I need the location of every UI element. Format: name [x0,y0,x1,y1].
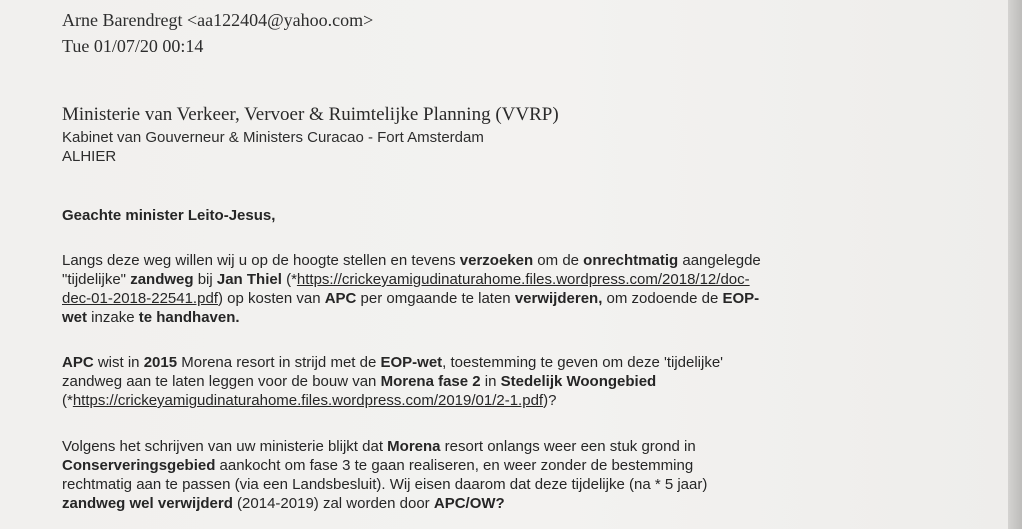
recipient-location: ALHIER [62,148,117,165]
paragraph2-line3: (*https://crickeyamigudinaturahome.files.wordpress.com/2019/01/2-1.pdf)? [62,392,557,409]
recipient-cabinet: Kabinet van Gouverneur & Ministers Curacao - Fort Amsterdam [62,129,484,146]
paragraph2-line2: zandweg aan te laten leggen voor de bouw van Morena fase 2 in Stedelijk Woongebied [62,373,657,390]
paragraph1-line1: Langs deze weg willen wij u op de hoogte stellen en tevens verzoeken om de onrechtmatig aangelegde [62,252,761,269]
paragraph1-line2: "tijdelijke" zandweg bij Jan Thiel (*https://crickeyamigudinaturahome.files.wordpress.com/2018/12/doc- [62,271,750,288]
paragraph1-line3: dec-01-2018-22541.pdf) op kosten van APC per omgaande te laten verwijderen, om zodoende de EOP- [62,290,760,307]
sender-name-email: Arne Barendregt <aa122404@yahoo.com> [62,10,374,30]
page-edge-shadow [1008,0,1022,529]
paragraph2-line1: APC wist in 2015 Morena resort in strijd met de EOP-wet, toestemming te geven om deze 'tijdelijke' [62,354,724,371]
sender-datetime: Tue 01/07/20 00:14 [62,36,204,56]
doc-link-1a[interactable]: https://crickeyamigudinaturahome.files.wordpress.com/2018/12/doc- [296,271,750,288]
recipient-ministry: Ministerie van Verkeer, Vervoer & Ruimtelijke Planning (VVRP) [62,104,559,125]
doc-link-1b[interactable]: dec-01-2018-22541.pdf [62,290,218,307]
paragraph3-line3: rechtmatig aan te passen (via een Landsbesluit). Wij eisen daarom dat deze tijdelijke (na * 5 jaar) [62,476,708,493]
doc-link-2[interactable]: https://crickeyamigudinaturahome.files.wordpress.com/2019/01/2-1.pdf [72,392,544,409]
paragraph1-line4: wet inzake te handhaven. [62,309,240,326]
paragraph3-line4: zandweg wel verwijderd (2014-2019) zal worden door APC/OW? [62,495,505,512]
paragraph3-line1: Volgens het schrijven van uw ministerie blijkt dat Morena resort onlangs weer een stuk grond in [62,438,696,455]
salutation: Geachte minister Leito-Jesus, [62,207,276,224]
paragraph3-line2: Conserveringsgebied aankocht om fase 3 te gaan realiseren, en weer zonder de bestemming [62,457,694,474]
